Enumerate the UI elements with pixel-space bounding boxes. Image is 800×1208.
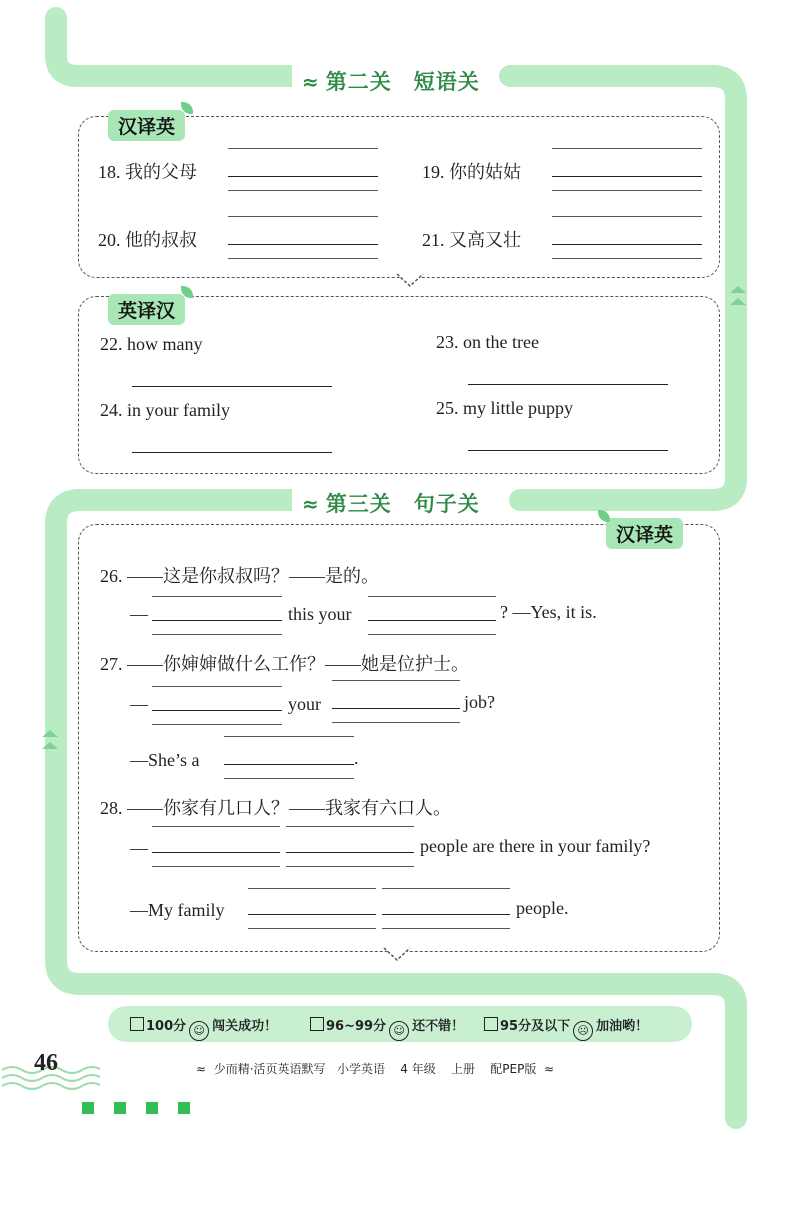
writing-line[interactable] [248, 928, 376, 929]
face-icon: ☺ [389, 1021, 409, 1041]
writing-line[interactable] [152, 620, 282, 621]
q28-answer-end: people. [516, 898, 569, 918]
writing-line[interactable] [152, 852, 280, 853]
item-19: 19. 你的姑姑 [422, 162, 521, 182]
q27-dash: — [130, 694, 148, 714]
writing-line[interactable] [228, 258, 378, 259]
sentence-tag: 汉译英 [606, 518, 683, 549]
q27-end: job? [464, 692, 495, 712]
checkbox-icon[interactable] [130, 1017, 144, 1031]
q28-prompt: 28. ——你家有几口人？——我家有六口人。 [100, 798, 451, 818]
q27-mid: your [288, 694, 321, 714]
wave-icon: ≈ [302, 70, 320, 94]
q28-end: people are there in your family? [420, 836, 651, 856]
writing-line[interactable] [152, 710, 282, 711]
q26-prompt: 26. ——这是你叔叔吗？——是的。 [100, 566, 379, 586]
writing-line[interactable] [248, 914, 376, 915]
green-square [178, 1102, 190, 1114]
face-icon: ☹ [573, 1021, 593, 1041]
section3-title: ≈ 第三关 句子关 [292, 488, 490, 518]
green-square [146, 1102, 158, 1114]
writing-line[interactable] [286, 866, 414, 867]
writing-line[interactable] [552, 176, 702, 177]
q26-mid: this your [288, 604, 352, 624]
writing-line[interactable] [468, 450, 668, 451]
writing-line[interactable] [332, 722, 460, 723]
writing-line[interactable] [152, 596, 282, 597]
writing-line[interactable] [228, 148, 378, 149]
writing-line[interactable] [382, 888, 510, 889]
q28-dash: — [130, 838, 148, 858]
writing-line[interactable] [286, 852, 414, 853]
green-square [114, 1102, 126, 1114]
green-square [82, 1102, 94, 1114]
writing-line[interactable] [332, 680, 460, 681]
writing-line[interactable] [228, 216, 378, 217]
q26-dash: — [130, 604, 148, 624]
item-20: 20. 他的叔叔 [98, 230, 197, 250]
writing-line[interactable] [152, 686, 282, 687]
writing-line[interactable] [248, 888, 376, 889]
writing-line[interactable] [332, 708, 460, 709]
writing-line[interactable] [228, 176, 378, 177]
writing-line[interactable] [552, 190, 702, 191]
face-icon: ☺ [189, 1021, 209, 1041]
writing-line[interactable] [382, 914, 510, 915]
writing-line[interactable] [368, 634, 496, 635]
writing-line[interactable] [228, 244, 378, 245]
writing-line[interactable] [228, 190, 378, 191]
writing-line[interactable] [132, 386, 332, 387]
writing-line[interactable] [152, 634, 282, 635]
wave-icon: ≈ [543, 1062, 555, 1076]
writing-line[interactable] [224, 778, 354, 779]
box-pointer [395, 272, 425, 290]
writing-line[interactable] [132, 452, 332, 453]
writing-line[interactable] [368, 596, 496, 597]
item-18: 18. 我的父母 [98, 162, 197, 182]
score-100: 100分 ☺ 闯关成功！ [130, 1015, 277, 1041]
cn-en-tag: 汉译英 [108, 110, 185, 141]
writing-line[interactable] [552, 216, 702, 217]
item-24: 24. in your family [100, 400, 230, 420]
checkbox-icon[interactable] [310, 1017, 324, 1031]
item-25: 25. my little puppy [436, 398, 573, 418]
writing-line[interactable] [152, 866, 280, 867]
item-21: 21. 又高又壮 [422, 230, 521, 250]
q27-answer-end: . [354, 748, 359, 768]
wave-icon: ≈ [302, 492, 320, 516]
en-cn-tag: 英译汉 [108, 294, 185, 325]
page-number: 46 [34, 1050, 58, 1076]
item-22: 22. how many [100, 334, 203, 354]
section2-title: ≈ 第二关 短语关 [292, 66, 490, 96]
box-pointer [382, 946, 412, 964]
writing-line[interactable] [368, 620, 496, 621]
wave-icon: ≈ [196, 1062, 207, 1076]
writing-line[interactable] [468, 384, 668, 385]
score-96-99: 96~99分 ☺ 还不错！ [310, 1015, 464, 1041]
q27-prompt: 27. ——你婶婶做什么工作？——她是位护士。 [100, 654, 469, 674]
writing-line[interactable] [152, 724, 282, 725]
writing-line[interactable] [552, 258, 702, 259]
writing-line[interactable] [152, 826, 280, 827]
writing-line[interactable] [552, 148, 702, 149]
q26-end: ? —Yes, it is. [500, 602, 597, 622]
writing-line[interactable] [224, 764, 354, 765]
writing-line[interactable] [224, 736, 354, 737]
item-23: 23. on the tree [436, 332, 539, 352]
writing-line[interactable] [552, 244, 702, 245]
footer-info: ≈ 少而精·活页英语默写 小学英语 4 年级 上册 配PEP版 ≈ [196, 1062, 555, 1076]
q28-answer-lead: —My family [130, 900, 225, 920]
q27-answer-lead: —She’s a [130, 750, 200, 770]
score-95-below: 95分及以下 ☹ 加油哟！ [484, 1015, 648, 1041]
checkbox-icon[interactable] [484, 1017, 498, 1031]
writing-line[interactable] [286, 826, 414, 827]
writing-line[interactable] [382, 928, 510, 929]
